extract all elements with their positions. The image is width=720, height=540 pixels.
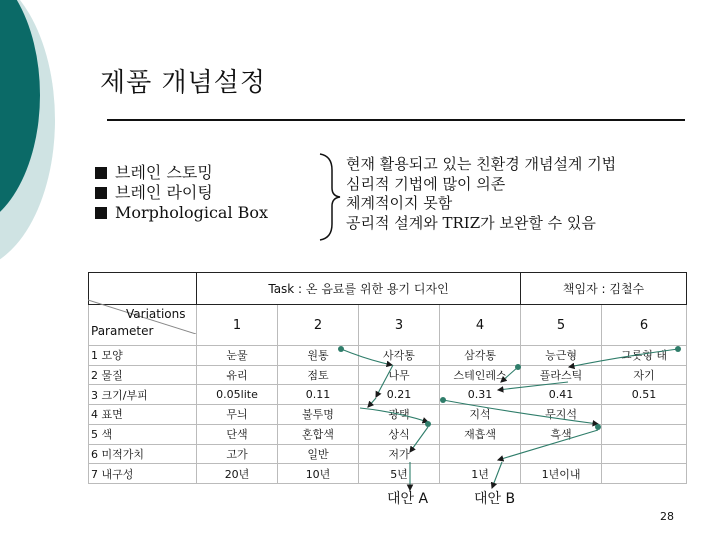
table-cell: 0.41 [521, 385, 602, 405]
decorative-circle [0, 0, 80, 300]
alt-a-arrow [410, 427, 428, 452]
brace-icon [318, 152, 342, 242]
table-cell: 그릇형 태 [602, 346, 687, 366]
parameter-label: 1 모양 [89, 346, 197, 366]
bullet-text: 브레인 스토밍 [115, 163, 213, 182]
parameter-label: 6 미적가치 [89, 444, 197, 464]
table-cell: 능근형 [521, 346, 602, 366]
table-cell: 0.05lite [197, 385, 278, 405]
table-cell: 0.11 [278, 385, 359, 405]
bullet-text: Morphological Box [115, 203, 269, 222]
table-cell: 사각통 [359, 346, 440, 366]
table-cell: 1년 [440, 464, 521, 484]
table-cell: 5년 [359, 464, 440, 484]
table-cell: 원통 [278, 346, 359, 366]
table-cell: 광택 [359, 405, 440, 425]
note-line: 공리적 설계와 TRIZ가 보완할 수 있음 [346, 213, 596, 232]
table-cell: 유리 [197, 365, 278, 385]
table-cell: 20년 [197, 464, 278, 484]
square-bullet-icon [95, 167, 107, 179]
table-cell: 저가 [359, 444, 440, 464]
bullet-text: 브레인 라이팅 [115, 183, 213, 202]
bullet-item [95, 163, 268, 183]
column-header: 2 [278, 305, 359, 346]
alt-a-arrow [376, 365, 393, 397]
alt-b-arrow [501, 367, 518, 382]
table-cell: 지석 [440, 405, 521, 425]
bullet-item [95, 183, 268, 203]
table-cell: 재흡색 [440, 424, 521, 444]
parameter-label: 7 내구성 [89, 464, 197, 484]
parameter-label: 3 크기/부피 [89, 385, 197, 405]
morphological-box [88, 272, 686, 484]
column-header: 5 [521, 305, 602, 346]
table-cell: 플라스틱 [521, 365, 602, 385]
table-cell: 혼합색 [278, 424, 359, 444]
parameter-label: 5 색 [89, 424, 197, 444]
table-cell: 흑색 [521, 424, 602, 444]
note-line: 심리적 기법에 많이 의존 [346, 174, 506, 193]
table-cell: 점토 [278, 365, 359, 385]
table-cell: 불투명 [278, 405, 359, 425]
alternative-b-label: 대안 B [474, 491, 516, 507]
notes-list [346, 155, 616, 233]
table-cell: 0.31 [440, 385, 521, 405]
parameter-label: 4 표면 [89, 405, 197, 425]
square-bullet-icon [95, 187, 107, 199]
bullet-list [95, 163, 268, 223]
table-cell: 상식 [359, 424, 440, 444]
alternative-arrows [88, 272, 686, 512]
table-cell: 무지석 [521, 405, 602, 425]
owner-label: 책임자 : 김철수 [521, 273, 687, 305]
page-number: 28 [660, 510, 674, 523]
table-cell: 자기 [602, 365, 687, 385]
column-header: 1 [197, 305, 278, 346]
alt-b-arrow [569, 349, 678, 367]
table-cell: 1년이내 [521, 464, 602, 484]
column-header: 4 [440, 305, 521, 346]
column-header: 6 [602, 305, 687, 346]
note-line: 현재 활용되고 있는 친환경 개념설계 기법 [346, 155, 617, 173]
bullet-item [95, 203, 268, 223]
table-cell: 일반 [278, 444, 359, 464]
square-bullet-icon [95, 207, 107, 219]
table-cell: 0.21 [359, 385, 440, 405]
note-line: 체계적이지 못함 [346, 194, 453, 212]
alt-b-arrow [443, 400, 598, 424]
parameter-label: 2 물질 [89, 365, 197, 385]
alt-b-arrow [498, 382, 568, 390]
table-cell: 고가 [197, 444, 278, 464]
task-label: Task : 온 음료를 위한 용기 디자인 [197, 273, 521, 305]
table-cell: 눈물 [197, 346, 278, 366]
parameter-header-label: Parameter [91, 324, 154, 338]
table-cell: 스테인레스 [440, 365, 521, 385]
slide-title: 제품 개념설정 [100, 68, 266, 98]
table-cell: 나무 [359, 365, 440, 385]
variations-label: Variations [126, 307, 186, 321]
alt-b-arrow [492, 462, 502, 488]
alt-a-arrow [341, 349, 392, 365]
table-cell: 10년 [278, 464, 359, 484]
alt-a-arrow [368, 398, 376, 407]
alt-b-arrow [498, 430, 598, 460]
column-header: 3 [359, 305, 440, 346]
table-cell: 0.51 [602, 385, 687, 405]
table-cell: 단색 [197, 424, 278, 444]
title-divider [107, 119, 685, 121]
table-cell: 무늬 [197, 405, 278, 425]
alt-a-arrow [360, 408, 428, 422]
alternative-a-label: 대안 A [387, 491, 429, 507]
table-cell: 삼각통 [440, 346, 521, 366]
